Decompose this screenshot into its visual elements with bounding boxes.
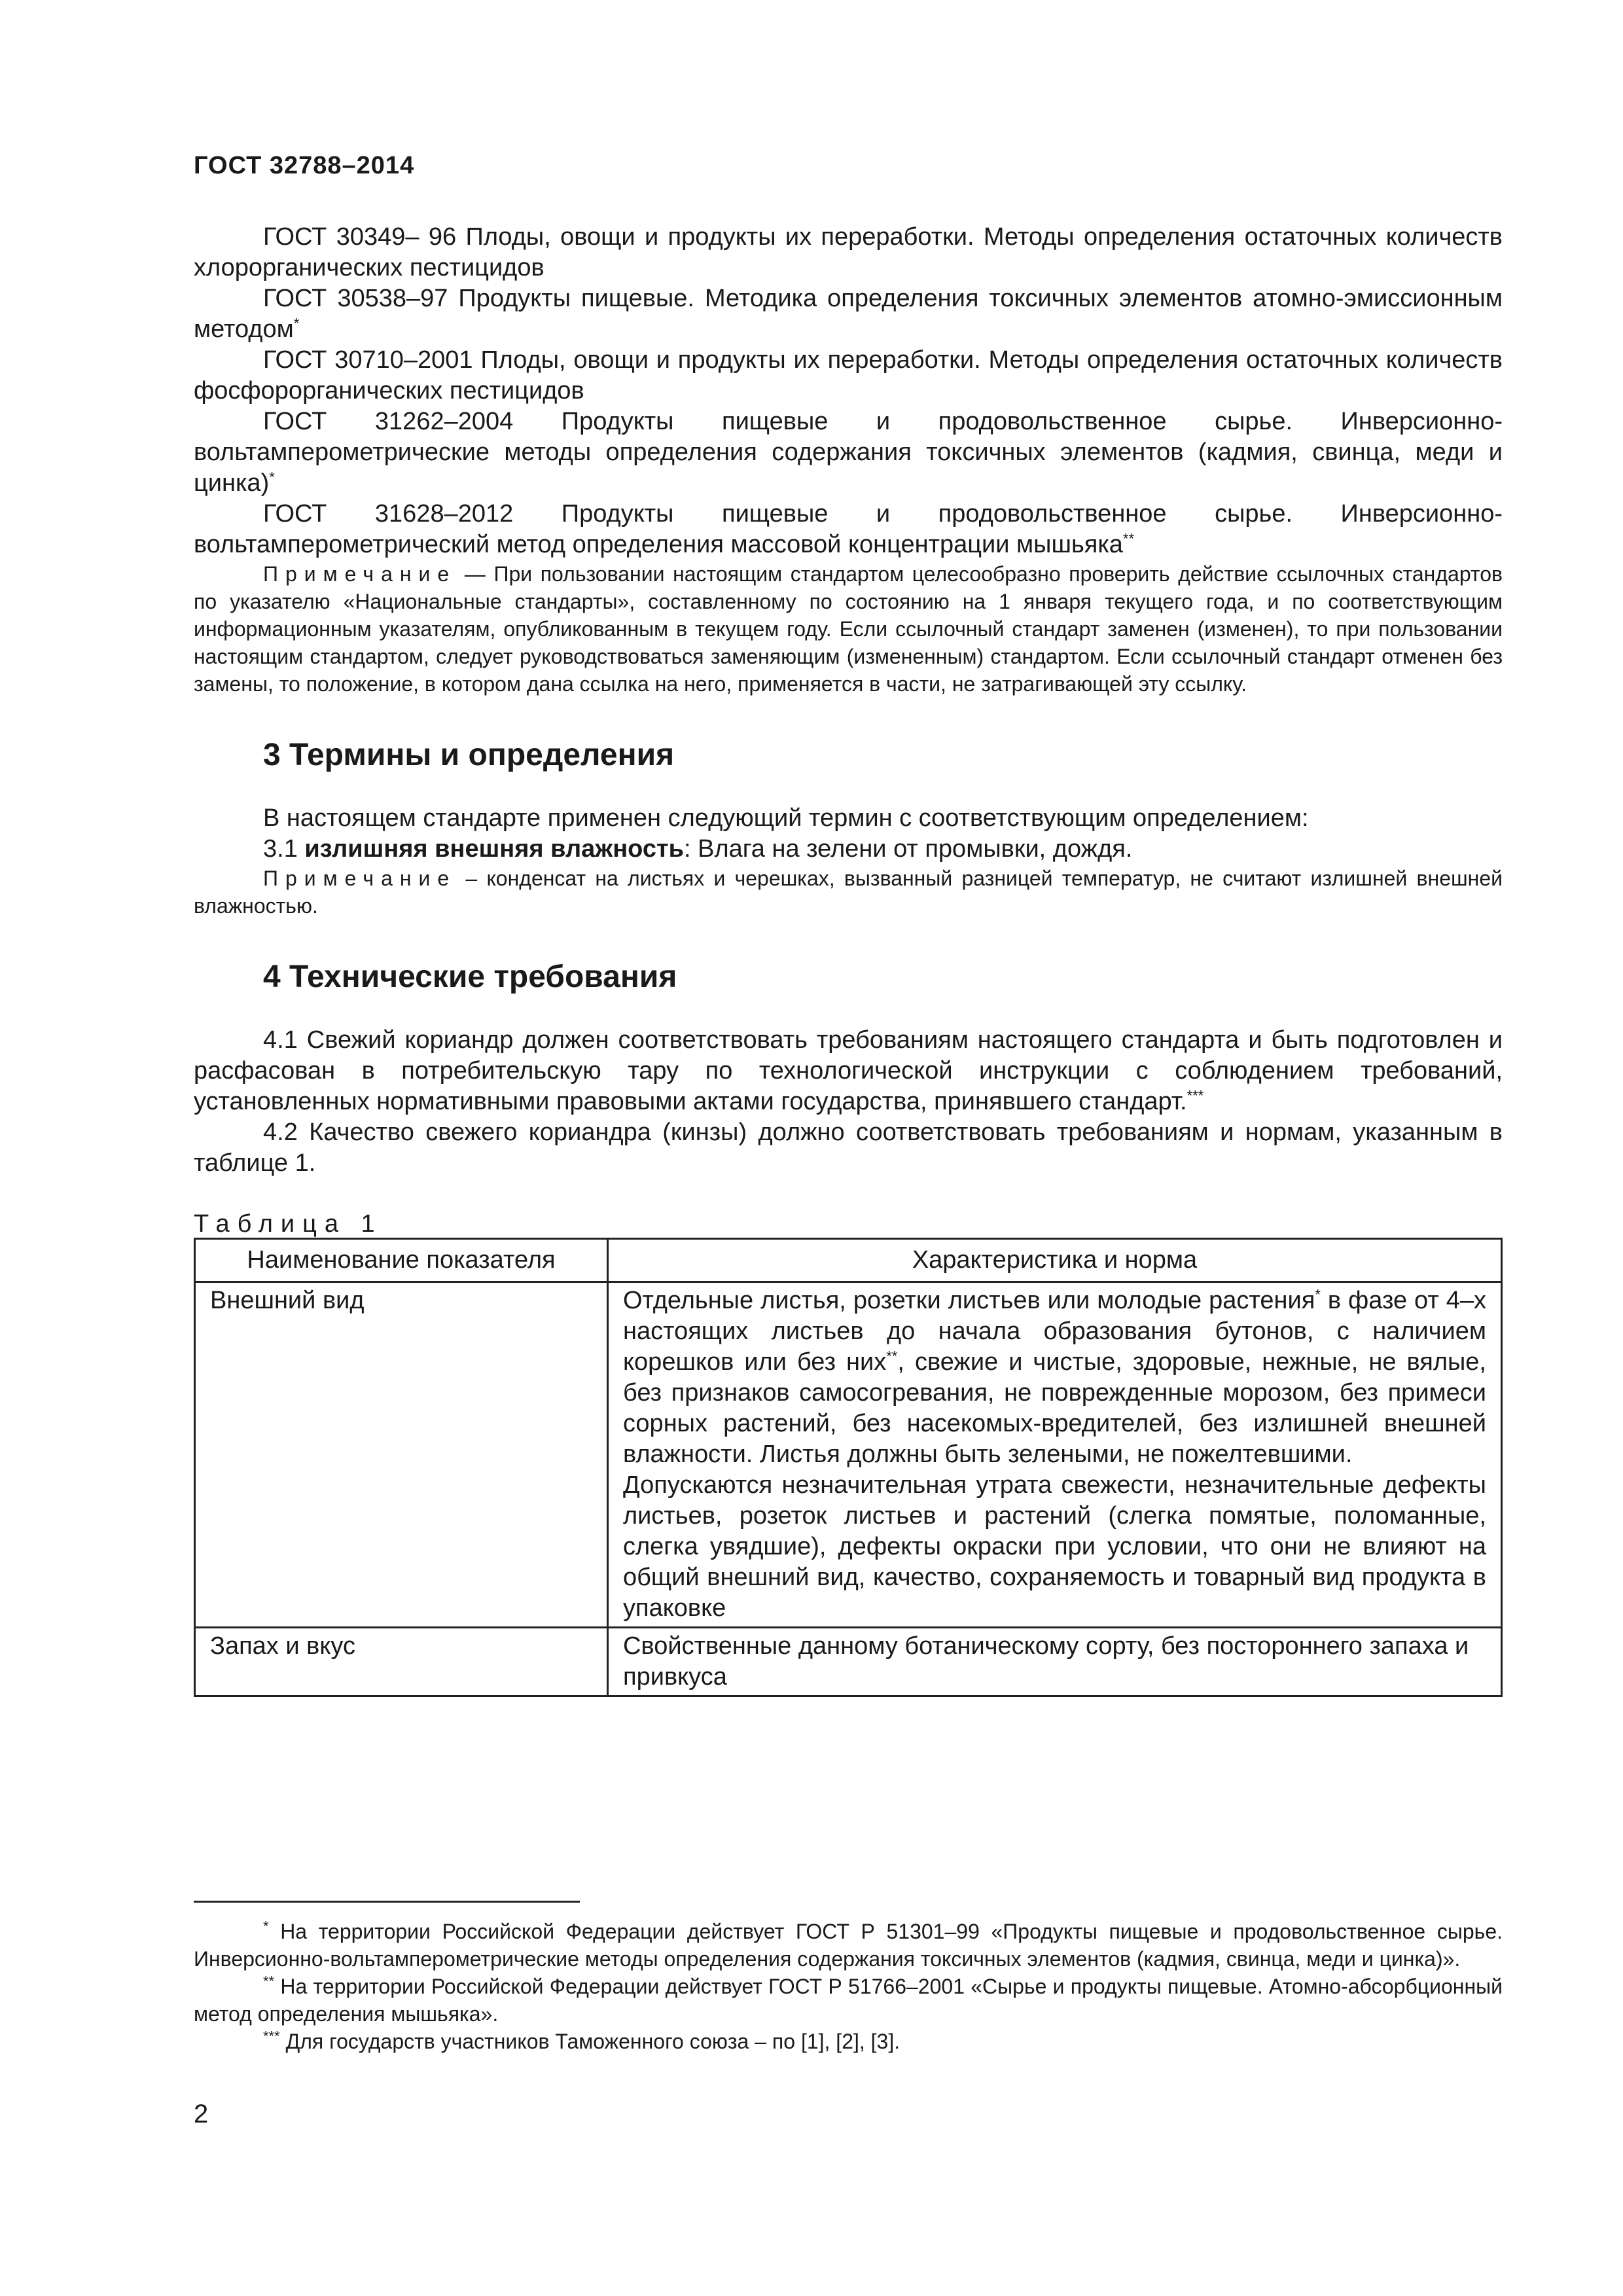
reference-text: ГОСТ 30538–97 Продукты пищевые. Методика определения токсичных элементов атомно-эмиссионным методом — [194, 285, 1503, 343]
footnote-text: Для государств участников Таможенного союза – по [1], [2], [3]. — [279, 2030, 901, 2053]
reference-item — [194, 283, 1503, 345]
footnote-text: На территории Российской Федерации действует ГОСТ Р 51766–2001 «Сырье и продукты пищевые. Атомно-абсорбционный метод определения мышьяка». — [194, 1975, 1503, 2026]
note-label: Примечание — [263, 867, 457, 890]
norm-text: , свежие и чистые, здоровые, нежные, не вялые, без признаков самосогревания, не поврежденные морозом, без примеси сорных растений, без насекомых-вредителей, без излишней внешней влажности. Листья должны быть зелеными, не пожелтевшими. — [623, 1348, 1486, 1468]
footnote-mark[interactable]: * — [1315, 1286, 1321, 1303]
term-definition — [194, 834, 1503, 865]
norm-paragraph — [623, 1285, 1486, 1470]
footnotes — [194, 1918, 1503, 2055]
footnote-item — [194, 1973, 1503, 2028]
term-number: 3.1 — [263, 835, 305, 863]
term: излишняя внешняя влажность — [304, 835, 684, 863]
page-number: 2 — [194, 2100, 209, 2128]
footnote-mark[interactable]: ** — [1122, 530, 1135, 547]
footnote-mark[interactable]: ** — [886, 1348, 898, 1365]
reference-item — [194, 406, 1503, 499]
reference-text: ГОСТ 30710–2001 Плоды, овощи и продукты их переработки. Методы определения остаточных количеств фосфорорганических пестицидов — [194, 346, 1503, 404]
column-header: Наименование показателя — [195, 1239, 608, 1282]
footnote-mark: ** — [263, 1973, 275, 1990]
indicator-name: Внешний вид — [195, 1282, 608, 1628]
definition: : Влага на зелени от промывки, дождя. — [683, 835, 1133, 863]
table-row — [195, 1282, 1502, 1628]
term-note — [194, 865, 1503, 920]
footnote-item — [194, 1918, 1503, 1973]
page-content — [194, 152, 1503, 1697]
running-header: ГОСТ 32788–2014 — [194, 152, 415, 179]
note-text: — При пользовании настоящим стандартом целесообразно проверить действие ссылочных стандартов по указателю «Национальные стандарты», составленному по состоянию на 1 января текущего года, и по соответствующим информационным указателям, опубликованным в текущем году. Если ссылочный стандарт заменен (изменен), то при пользовании настоящим стандартом, следует руководствоваться заменяющим (измененным) стандартом. Если ссылочный стандарт отменен без замены, то положение, в котором дана ссылка на него, применяется в части, не затрагивающей эту ссылку. — [194, 562, 1503, 696]
indicator-norm — [608, 1282, 1502, 1628]
footnote-mark: * — [263, 1918, 269, 1935]
norm-paragraph: Допускаются незначительная утрата свежести, незначительные дефекты листьев, розеток листьев и растений (слегка помятые, поломанные, слегка увядшие), дефекты окраски при условии, что они не влияют на общий внешний вид, качество, сохраняемость и товарный вид продукта в упаковке — [623, 1471, 1486, 1622]
table-header-row — [195, 1239, 1502, 1282]
clause-4-1 — [194, 1025, 1503, 1117]
footnote-mark: *** — [263, 2028, 280, 2045]
footnote-item — [194, 2028, 1503, 2055]
references-list — [194, 222, 1503, 560]
reference-item — [194, 499, 1503, 560]
note-label: Примечание — [263, 562, 457, 586]
reference-item — [194, 222, 1503, 283]
table-row — [195, 1628, 1502, 1696]
norm-text: Отдельные листья, розетки листьев или молодые растения — [623, 1287, 1315, 1314]
footnote-mark[interactable]: * — [293, 315, 300, 332]
indicator-norm: Свойственные данному ботаническому сорту, без постороннего запаха и привкуса — [608, 1628, 1502, 1696]
note-paragraph — [194, 560, 1503, 698]
clause-4-2: 4.2 Качество свежего кориандра (кинзы) должно соответствовать требованиям и нормам, указанным в таблице 1. — [194, 1119, 1503, 1177]
section-4-heading: 4 Технические требования — [263, 960, 677, 994]
reference-text: ГОСТ 31262–2004 Продукты пищевые и продовольственное сырье. Инверсионно-вольтамперометрические методы определения содержания токсичных элементов (кадмия, свинца, меди и цинка) — [194, 408, 1503, 497]
reference-text: ГОСТ 31628–2012 Продукты пищевые и продовольственное сырье. Инверсионно-вольтамперометрический метод определения массовой концентрации мышьяка — [194, 500, 1503, 558]
note-text: – конденсат на листьях и черешках, вызванный разницей температур, не считают излишней внешней влажностью. — [194, 867, 1503, 918]
norm-text: в фазе от 4–х настоящих листьев до начала образования бутонов, с наличием корешков или без них — [623, 1287, 1486, 1376]
footnote-separator — [194, 1901, 580, 1903]
section-3-heading: 3 Термины и определения — [263, 738, 675, 772]
reference-item — [194, 345, 1503, 406]
table-caption: Таблица 1 — [194, 1210, 383, 1238]
column-header: Характеристика и норма — [608, 1239, 1502, 1282]
section-3-intro: В настоящем стандарте применен следующий термин с соответствующим определением: — [263, 804, 1309, 832]
indicator-name: Запах и вкус — [195, 1628, 608, 1696]
reference-text: ГОСТ 30349– 96 Плоды, овощи и продукты их переработки. Методы определения остаточных количеств хлорорганических пестицидов — [194, 223, 1503, 281]
requirements-table — [194, 1238, 1503, 1697]
footnote-text: На территории Российской Федерации действует ГОСТ Р 51301–99 «Продукты пищевые и продовольственное сырье. Инверсионно-вольтамперометрические методы определения содержания токсичных элементов (кадмия, свинца, меди и цинка)». — [194, 1920, 1503, 1971]
clause-text: 4.1 Свежий кориандр должен соответствовать требованиям настоящего стандарта и быть подготовлен и расфасован в потребительскую тару по технологической инструкции с соблюдением требований, установленных нормативными правовыми актами государства, принявшего стандарт. — [194, 1026, 1503, 1115]
footnote-mark[interactable]: *** — [1186, 1087, 1204, 1104]
footnote-mark[interactable]: * — [269, 469, 275, 486]
